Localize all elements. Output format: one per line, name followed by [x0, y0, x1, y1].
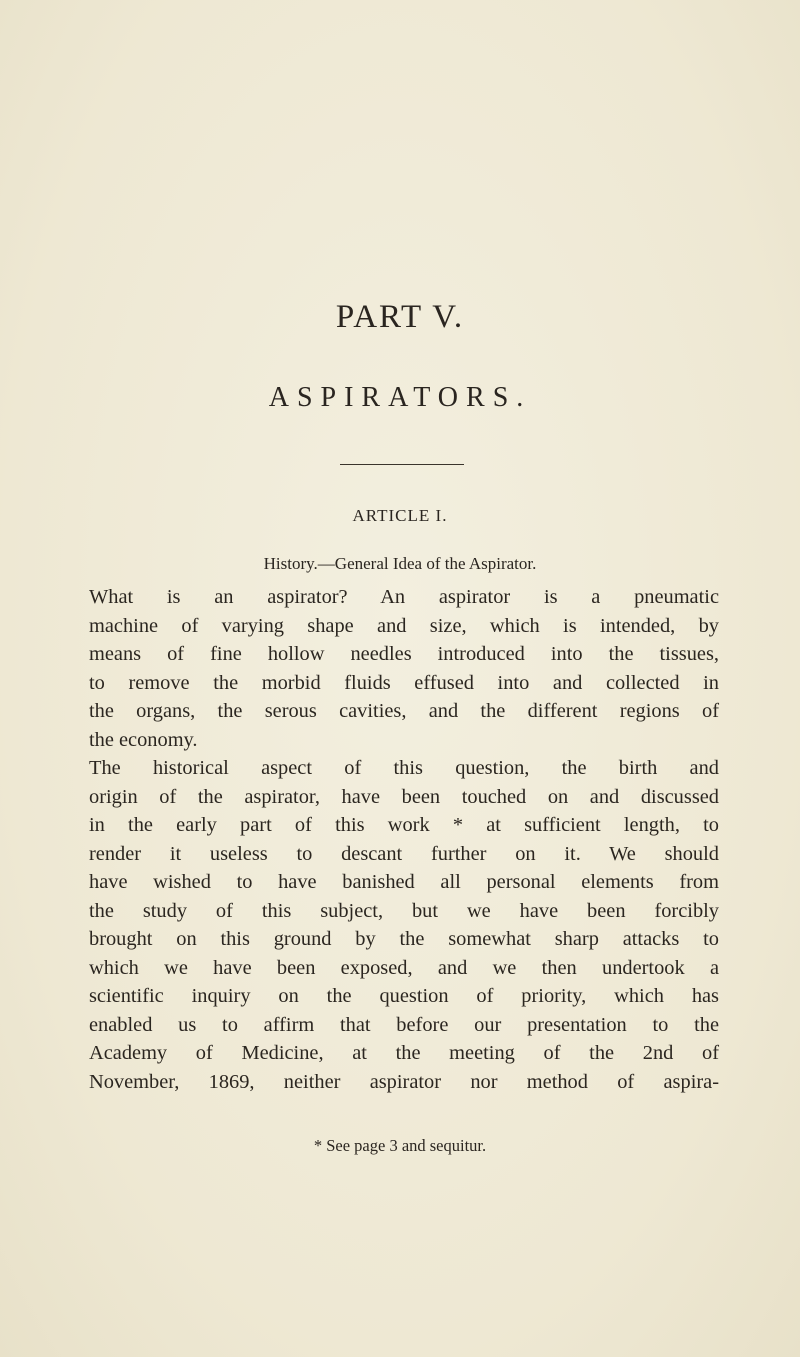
body-line: Academy of Medicine, at the meeting of the 2nd of	[89, 1042, 719, 1064]
body-line: render it useless to descant further on it. We should	[89, 842, 719, 865]
body-line: the study of this subject, but we have been forcibly	[89, 899, 719, 922]
body-line: The historical aspect of this question, the birth and	[89, 757, 719, 779]
body-line: the economy.	[89, 728, 198, 751]
body-line: enabled us to affirm that before our presentation to the	[89, 1013, 719, 1036]
body-text	[89, 583, 719, 1096]
body-line: in the early part of this work * at sufficient length, to	[89, 814, 719, 836]
body-line: the organs, the serous cavities, and the different regions of	[89, 700, 719, 722]
divider-rule	[340, 464, 464, 465]
body-line: machine of varying shape and size, which is intended, by	[89, 614, 719, 637]
body-line: What is an aspirator? An aspirator is a pneumatic	[89, 586, 719, 608]
article-title: ARTICLE I.	[352, 506, 448, 525]
body-line: origin of the aspirator, have been touched on and discussed	[89, 785, 719, 808]
body-line: scientific inquiry on the question of priority, which has	[89, 985, 719, 1007]
body-line: have wished to have banished all personal elements from	[89, 871, 719, 893]
body-line: November, 1869, neither aspirator nor method of aspira-	[89, 1070, 719, 1093]
footnote: * See page 3 and sequitur.	[313, 1136, 487, 1155]
part-title: PART V.	[335, 299, 465, 335]
body-line: means of fine hollow needles introduced into the tissues,	[89, 643, 719, 665]
section-title: ASPIRATORS.	[268, 382, 532, 413]
body-line: which we have been exposed, and we then undertook a	[89, 956, 719, 979]
body-line: brought on this ground by the somewhat sharp attacks to	[89, 928, 719, 950]
article-subtitle: History.—General Idea of the Aspirator.	[263, 554, 537, 573]
body-line: to remove the morbid fluids effused into and collected in	[89, 671, 719, 694]
